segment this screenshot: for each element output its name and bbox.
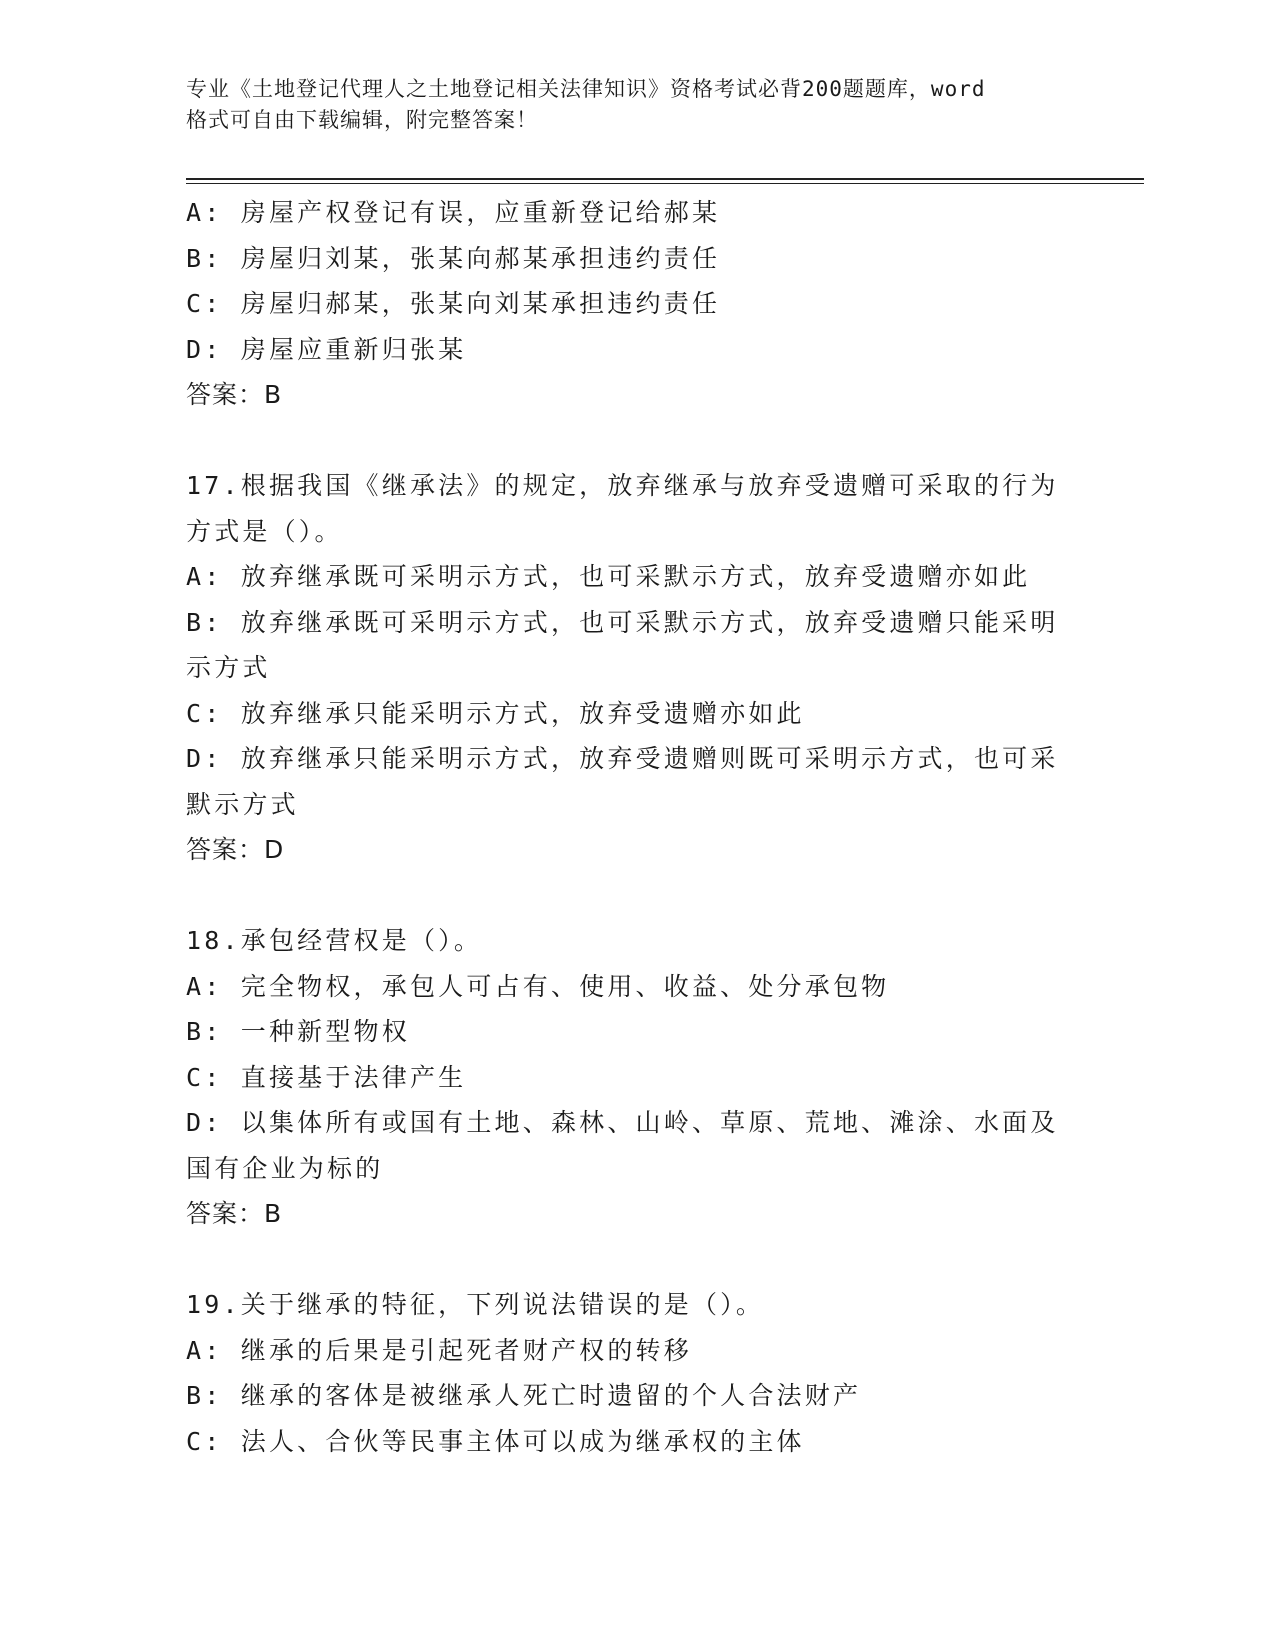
header-line-1: 专业《土地登记代理人之土地登记相关法律知识》资格考试必背200题题库，word: [186, 77, 986, 101]
q18-stem: 18.承包经营权是（）。: [186, 926, 483, 955]
q17-option-d-line-1: D: 放弃继承只能采明示方式，放弃受遗赠则既可采明示方式，也可采: [186, 744, 1059, 773]
q18-answer: 答案：B: [186, 1199, 283, 1228]
q16-option-b: B: 房屋归刘某，张某向郝某承担违约责任: [186, 243, 721, 273]
question-16-block: [186, 190, 1066, 418]
question-18-block: [186, 918, 1066, 1237]
q17-option-b-line-2: 示方式: [186, 653, 271, 682]
q16-option-a: A: 房屋产权登记有误，应重新登记给郝某: [186, 198, 721, 227]
q19-option-c: C: 法人、合伙等民事主体可以成为继承权的主体: [186, 1426, 805, 1456]
q16-option-c: C: 房屋归郝某，张某向刘某承担违约责任: [186, 289, 721, 318]
q17-stem-line-2: 方式是（）。: [186, 516, 343, 546]
spacer: [186, 1237, 1066, 1283]
spacer: [186, 418, 1066, 464]
q18-option-b: B: 一种新型物权: [186, 1017, 410, 1046]
q17-option-d-line-2: 默示方式: [186, 789, 299, 819]
q19-option-a: A: 继承的后果是引起死者财产权的转移: [186, 1335, 692, 1365]
q17-option-c: C: 放弃继承只能采明示方式，放弃受遗赠亦如此: [186, 698, 805, 728]
q18-option-a: A: 完全物权，承包人可占有、使用、收益、处分承包物: [186, 971, 890, 1001]
question-19-block: [186, 1282, 1066, 1464]
q19-option-b: B: 继承的客体是被继承人死亡时遗留的个人合法财产: [186, 1381, 862, 1410]
q17-option-a: A: 放弃继承既可采明示方式，也可采默示方式，放弃受遗赠亦如此: [186, 562, 1031, 591]
header-divider-thick: [186, 178, 1144, 180]
q17-option-b-line-1: B: 放弃继承既可采明示方式，也可采默示方式，放弃受遗赠只能采明: [186, 607, 1059, 637]
q16-answer: 答案：B: [186, 380, 283, 409]
header-divider-thin: [186, 183, 1144, 184]
q17-stem-line-1: 17.根据我国《继承法》的规定，放弃继承与放弃受遗赠可采取的行为: [186, 471, 1059, 500]
spacer: [186, 873, 1066, 919]
q16-option-d: D: 房屋应重新归张某: [186, 334, 467, 364]
q18-option-d-line-1: D: 以集体所有或国有土地、森林、山岭、草原、荒地、滩涂、水面及: [186, 1108, 1059, 1137]
q18-option-d-line-2: 国有企业为标的: [186, 1153, 384, 1183]
question-content: [186, 190, 1066, 1464]
q17-answer: 答案：D: [186, 835, 285, 864]
q19-stem: 19.关于继承的特征，下列说法错误的是（）。: [186, 1290, 765, 1319]
question-17-block: [186, 463, 1066, 873]
header-line-2: 格式可自由下载编辑，附完整答案！: [186, 108, 538, 132]
document-header: [186, 74, 1086, 136]
q18-option-c: C: 直接基于法律产生: [186, 1062, 467, 1092]
